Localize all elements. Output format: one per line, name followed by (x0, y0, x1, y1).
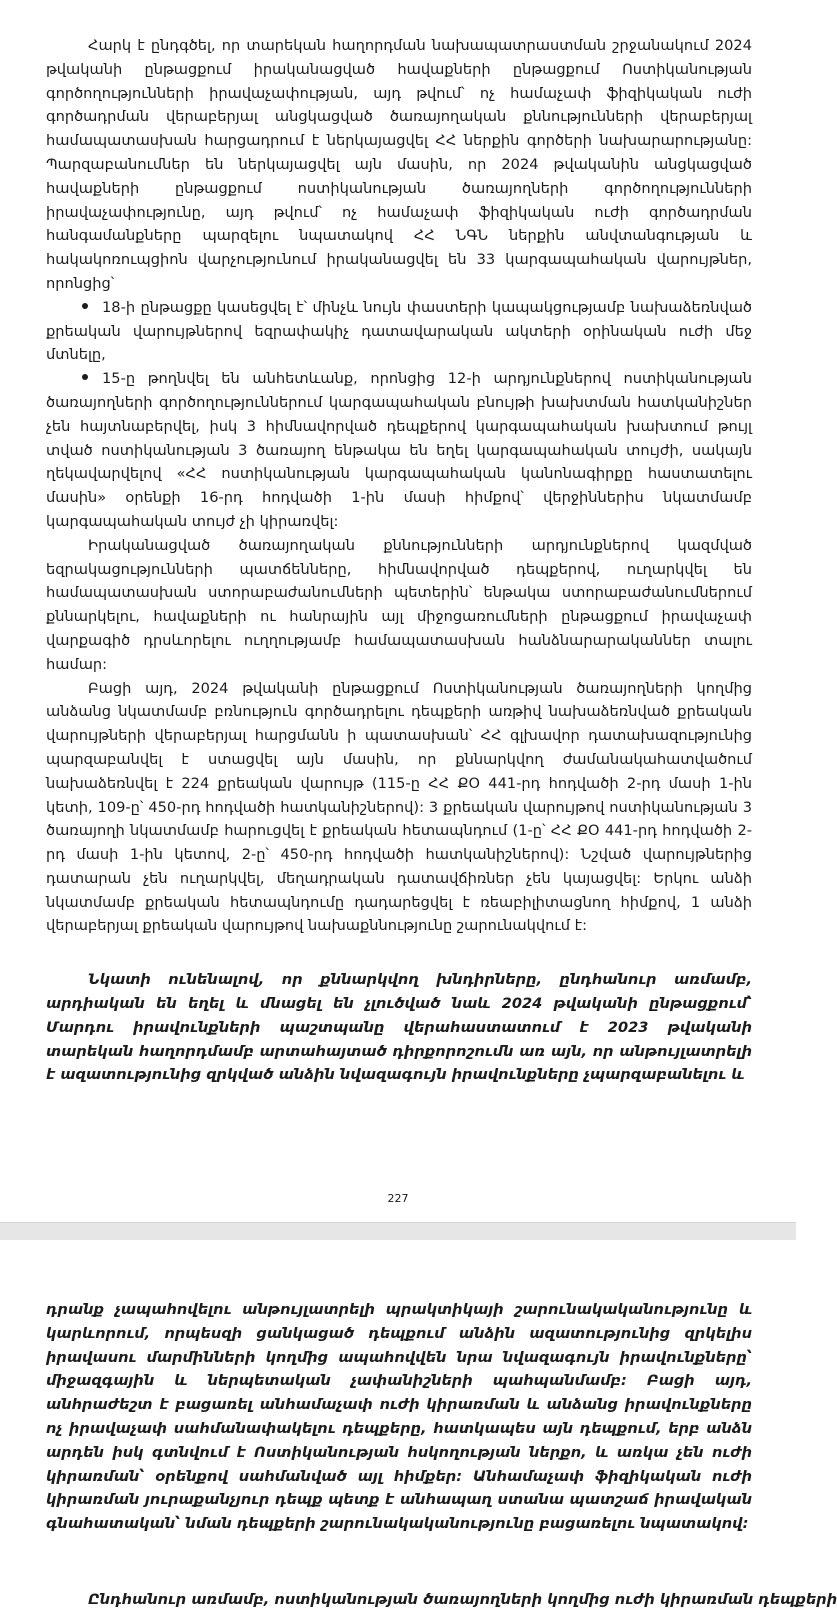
bullet-list-proceedings (46, 296, 752, 534)
document-page-2 (0, 1240, 837, 1608)
bullet-item-suspended (46, 296, 752, 367)
bullet-text: 18-ի ընթացքը կասեցվել է՝ մինչև նույն փաստերի կապակցությամբ նախաձեռնված քրեական վարույթներով եզրափակիչ դատավարական ակտերի օրինական ուժի մեջ մտնելը, (46, 298, 752, 364)
paragraph-defender-position: Նկատի ունենալով, որ քննարկվող խնդիրները, ընդհանուր առմամբ, արդիական են եղել և մնացել են չլուծված նաև 2024 թվականի ընթացքում՝ Մարդու իրավունքների պաշտպանը վերահաստատում է 2023 թվականի տարեկան հաղորդմամբ արտահայտած դիրքորոշումն առ այն, որ անթույլատրելի է ազատությունից զրկված անձին նվազագույն իրավունքները չպարզաբանելու և (46, 971, 752, 1084)
paragraph-assemblies-inquiry: Հարկ է ընդգծել, որ տարեկան հաղորդման նախապատրաստման շրջանակում 2024 թվականի ընթացքում իրականացված հավաքների ընթացքում Ոստիկանության գործողությունների իրավաչափության, այդ թվում՝ ոչ համաչափ ֆիզիկական ուժի գործադրման վերաբերյալ անցկացված ծառայողական քննությունների վերաբերյալ համապատասխան հարցադրում է ներկայացվել ՀՀ ներքին գործերի նախարարությանը: Պարզաբանումներ են ներկայացվել այն մասին, որ 2024 թվականին անցկացված հավաքների ընթացքում ոստիկանության ծառայողների գործողությունների իրավաչափությունը, այդ թվում՝ ոչ համաչափ ֆիզիկական ուժի գործադրման հանգամանքները պարզելու նպատակով ՀՀ ՆԳՆ ներքին անվտանգության և հակակոռուպցիոն վարչությունում իրականացվել են 33 կարգապահական վարույթներ, որոնցից՝ (46, 37, 752, 292)
bullet-icon (82, 374, 88, 380)
partially-visible-line (46, 1580, 837, 1608)
paragraph-defender-position-continued: դրանք չապահովելու անթույլատրելի պրակտիկայի շարունակականությունը և կարևորում, որպեսզի ցանկացած դեպքում անձին ազատությունից զրկելիս իրավասու մարմինների կողմից ապահովվեն նրա նվազագույն իրավունքները՝ միջազգային և ներպետական չափանիշների պահպանմամբ: Բացի այդ, անհրաժեշտ է բացառել անհամաչափ ուժի կիրառման և անձանց իրավունքները ոչ իրավաչափ սահմանափակելու դեպքերը, հատկապես այն դեպքում, երբ անձն արդեն իսկ գտնվում է Ոստիկանության հսկողության ներքո, և առկա չեն ուժի կիրառման՝ օրենքով սահմանված այլ հիմքեր: Անհամաչափ ֆիզիկական ուժի կիրառման յուրաքանչյուր դեպք պետք է անհապաղ ստանա պատշաճ իրավական գնահատական՝ նման դեպքերի շարունակականությունը բացառելու նպատակով: (46, 1301, 752, 1533)
bullet-icon (82, 303, 88, 309)
paragraph-conclusions-sent: Իրականացված ծառայողական քննությունների արդյունքներով կազմված եզրակացությունների պատճենները, հիմնավորված դեպքերով, ուղարկվել են համապատասխան ստորաբաժանումների պետերին՝ ենթակա ստորաբաժանումներում քննարկելու, հավաքների ու հանրային այլ միջոցառումների ընթացքում իրավաչափ վարքագիծ դրսևորելու ուղղությամբ համապատասխան հանձնարարականներ տալու համար: (46, 536, 752, 673)
page-1-body (46, 34, 752, 1087)
bullet-text: 15-ը թողնվել են անհետևանք, որոնցից 12-ի արդյունքներով ոստիկանության ծառայողների գործողություններում կարգապահական բնույթի խախտման հատկանիշներ չեն հայտնաբերվել, իսկ 3 հիմնավորված դեպքերով կարգապահական խախտում թույլ տված ոստիկանության 3 ծառայող ենթակա են եղել կարգապահական տույժի, սակայն ղեկավարվելով «ՀՀ ոստիկանության կարգապահական կանոնագիրքը հաստատելու մասին» օրենքի 16-րդ հոդվածի 1-ին մասի հիմքով՝ վերջիններիս նկատմամբ կարգապահական տույժ չի կիրառվել: (46, 370, 752, 530)
page-number: 227 (387, 1192, 409, 1205)
partially-visible-text: Ընդհանուր առմամբ, ոստիկանության ծառայողների կողմից ուժի կիրառման դեպքերի (88, 1591, 837, 1608)
bullet-item-dismissed (46, 367, 752, 534)
page-separator (0, 1222, 796, 1242)
page-2-body (46, 1298, 752, 1536)
paragraph-criminal-proceedings: Բացի այդ, 2024 թվականի ընթացքում Ոստիկանության ծառայողների կողմից անձանց նկատմամբ բռնություն գործադրելու դեպքերի առթիվ նախաձեռնված քրեական վարույթների վերաբերյալ հարցմանն ի պատասխան՝ ՀՀ գլխավոր դատախազությունից պարզաբանվել է ստացվել այն մասին, որ քննարկվող ժամանակահատվածում նախաձեռնվել է 224 քրեական վարույթ (115-ը ՀՀ ՔՕ 441-րդ հոդվածի 2-րդ մասի 1-ին կետի, 109-ը՝ 450-րդ հոդվածի հատկանիշներով): 3 քրեական վարույթով ոստիկանության 3 ծառայողի նկատմամբ հարուցվել է քրեական հետապնդում (1-ը՝ ՀՀ ՔՕ 441-րդ հոդվածի 2-րդ մասի 1-ին կետով, 2-ը՝ 450-րդ հոդվածի հատկանիշներով): Նշված վարույթներից դատարան չեն ուղարկվել, մեղադրական դատավճիռներ չեն կայացվել: Երկու անձի նկատմամբ քրեական հետապնդումը դադարեցվել է ռեաբիլիտացնող հիմքով, 1 անձի վերաբերյալ քրեական վարույթով նախաքննությունը շարունակվում է: (46, 679, 752, 935)
